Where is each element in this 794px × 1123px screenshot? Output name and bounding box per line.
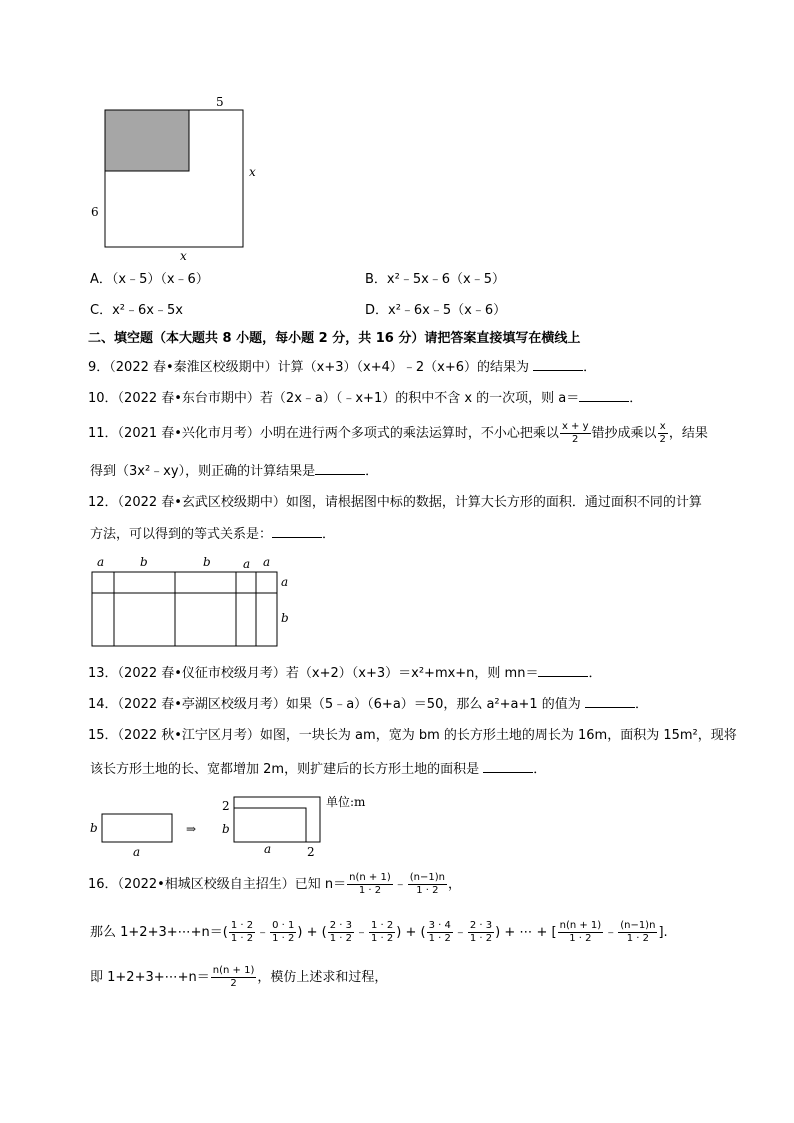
top-label: a [97,555,105,569]
question-9: 9．（2022 春•秦淮区校级期中）计算（x+3）（x+4）﹣2（x+6）的结果为 ． [88,360,597,375]
label-left: 6 [91,205,99,219]
option-d: D．x²﹣6x﹣5（x﹣6） [365,303,507,318]
svg-text:a: a [264,842,272,856]
question-11-line2: 得到（3x²﹣xy），则正确的计算结果是 ． [90,464,379,479]
question-12-line2: 方法，可以得到的等式关系是： ． [90,527,336,542]
q12-line2: 方法，可以得到的等式关系是： [90,527,273,542]
question-16-line2: 那么 1+2+3+⋯+n＝( $\frac{1 \cdot 2}{1 \cdot 2}$ ﹣ $\frac{0 \cdot 1}{1 \cdot 2}$ ) + ( $\frac{2 \cdot 3}{1 \cdot 2}$ ﹣ $\frac{1 \cdot 2}{1 \cdot 2}$ ) + ( $\frac{3 \cdot 4}{1 \cdot 2}$ ﹣ $\frac{2 \cdot 3}{1 \cdot 2}$ ) + ⋯ + [ $\frac{n(n + 1)}{1 \cdot 2}$ ﹣ $\frac{(n-1)n}{1 \cdot 2}$ ]. [90,920,668,944]
top-label: b [203,555,211,569]
q11-part3: ，结果 [668,426,708,441]
right-label: b [281,611,289,625]
q10-text: 10．（2022 春•东台市期中）若（2x﹣a）（﹣x+1）的积中不含 x 的一次项，则 a＝ [88,391,580,406]
q11-part1: 11．（2021 春•兴化市月考）小明在进行两个多项式的乘法运算时，不小心把乘以 [88,426,559,441]
q9-text: 9．（2022 春•秦淮区校级期中）计算（x+3）（x+4）﹣2（x+6）的结果为 [88,360,529,375]
option-b: B．x²﹣5x﹣6（x﹣5） [365,272,506,287]
question-14: 14．（2022 春•亭湖区校级月考）如果（5﹣a）（6+a）＝50，那么 a²+a+1 的值为 ． [88,697,648,712]
svg-text:2: 2 [222,799,230,813]
question-16-line1: 16．（2022•相城区校级自主招生）已知 n＝ $\frac{n(n + 1)}{1 \cdot 2}$ ﹣ $\frac{(n-1)n}{1 \cdot 2}$ ， [88,872,462,896]
top-label: a [263,555,271,569]
right-label: a [281,575,289,589]
question-12-line1: 12．（2022 春•玄武区校级期中）如图，请根据图中标的数据，计算大长方形的面积．通过面积不同的计算 [88,495,702,510]
question-13: 13．（2022 春•仪征市校级月考）若（x+2）（x+3）＝x²+mx+n，则 mn＝ ． [88,666,602,681]
q13-text: 13．（2022 春•仪征市校级月考）若（x+2）（x+3）＝x²+mx+n，则 mn＝ [88,666,539,681]
label-right: x [249,165,256,179]
svg-text:b: b [222,822,230,836]
fraction: $\frac{x + y}{2}$ [561,421,589,445]
section-heading: 二、填空题（本大题共 8 小题，每小题 2 分，共 16 分）请把答案直接填写在横线上 [88,331,581,346]
svg-text:2: 2 [307,845,315,859]
arrow-icon: ⇒ [186,822,197,836]
top-label: b [140,555,148,569]
q14-text: 14．（2022 春•亭湖区校级月考）如果（5﹣a）（6+a）＝50，那么 a²+a+1 的值为 [88,697,581,712]
question-16-line3: 即 1+2+3+⋯+n＝ $\frac{n(n + 1)}{2}$ ，模仿上述求和过程， [90,965,388,989]
question-10: 10．（2022 春•东台市期中）若（2x﹣a）（﹣x+1）的积中不含 x 的一次项，则 a＝ ． [88,391,643,406]
q11-part2: 错抄成乘以 [591,426,657,441]
q11-line2: 得到（3x²﹣xy），则正确的计算结果是 [90,464,316,479]
question-15-line1: 15．（2022 秋•江宁区月考）如图，一块长为 am，宽为 bm 的长方形土地的周长为 16m，面积为 15m²，现将 [88,728,737,743]
top-label: a [243,557,251,571]
option-a: A．（x﹣5）（x﹣6） [90,272,209,287]
unit-label: 单位:m [326,795,366,809]
question-15-line2: 该长方形土地的长、宽都增加 2m，则扩建后的长方形土地的面积是 ． [90,762,547,777]
label-top: 5 [216,95,224,109]
svg-text:b: b [90,821,98,835]
q15-line2: 该长方形土地的长、宽都增加 2m，则扩建后的长方形土地的面积是 [90,762,480,777]
label-bottom: x [180,249,187,263]
svg-text:a: a [133,845,141,859]
option-c: C．x²﹣6x﹣5x [90,303,183,318]
fraction: $\frac{x}{2}$ [659,421,666,445]
